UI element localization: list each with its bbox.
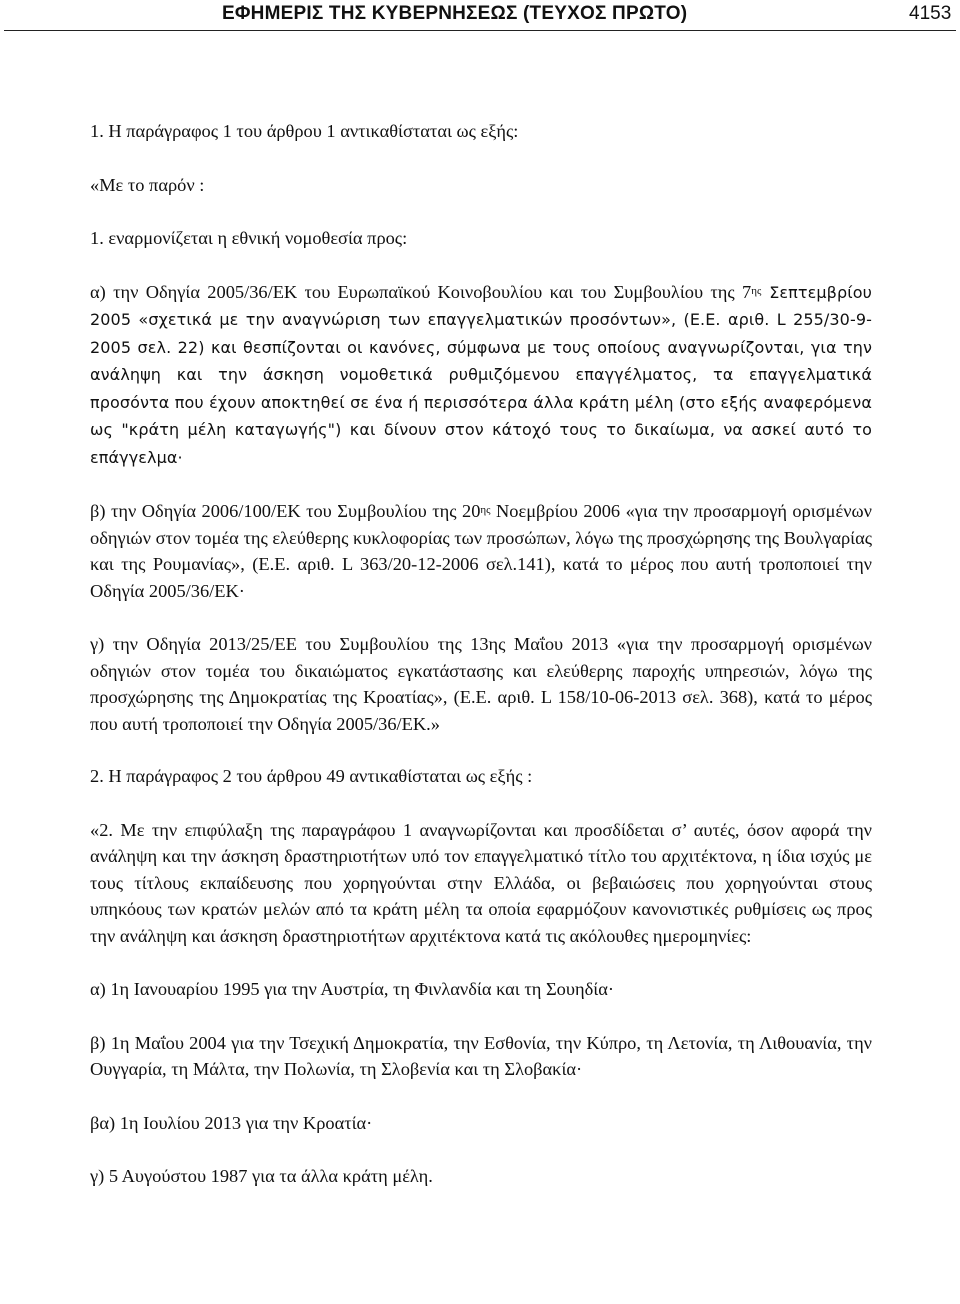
paragraph-recognition: «2. Με την επιφύλαξη της παραγράφου 1 αναγνωρίζονται και προσδίδεται σ’ αυτές, όσον αφορά την ανάληψη και την άσκηση δραστηριοτήτων υπό τον επαγγελματικό τίτλο του αρχιτέκτονα, η ίδια ισχύς με τους τίτλους εκπαίδευσης που χορηγούνται στην Ελλάδα, οι βεβαιώσεις που χορηγούνται στους υπηκόους των κρατών μελών από τα κράτη μέλη τα οποία εφαρμόζουν κανονιστικές ρυθμίσεις ως προς την ανάληψη και άσκηση δραστηριοτήτων αρχιτέκτονα κατά τις ακόλουθες ημερομηνίες:: [90, 819, 872, 946]
list-item-date-c: γ) 5 Αυγούστου 1987 για τα άλλα κράτη μέλη.: [90, 1166, 433, 1186]
ordinal-superscript: ης: [480, 504, 491, 516]
page-header: [0, 0, 960, 34]
directive-a-text-start: α) την Οδηγία 2005/36/ΕΚ του Ευρωπαϊκού Κοινοβουλίου και του Συμβουλίου της 7: [90, 281, 752, 302]
directive-b-text-start: β) την Οδηγία 2006/100/ΕΚ του Συμβουλίου της 20: [90, 501, 481, 521]
header-divider: [4, 30, 956, 31]
paragraph-harmonization: 1. εναρμονίζεται η εθνική νομοθεσία προς:: [90, 228, 408, 248]
paragraph-directive-c: γ) την Οδηγία 2013/25/ΕΕ του Συμβουλίου της 13ης Μαΐου 2013 «για την προσαρμογή ορισμένων οδηγιών στον τομέα του δικαιώματος εγκατάστασης και ελεύθερης παροχής υπηρεσιών, λόγω της προσχώρησης της Δημοκρατίας της Κροατίας», (Ε.Ε. αριθ. L 158/10-06-2013 σελ. 368), κατά το μέρος που αυτή τροποποιεί την Οδηγία 2005/36/ΕΚ.»: [90, 634, 872, 734]
list-item-date-ba: βα) 1η Ιουλίου 2013 για την Κροατία·: [90, 1112, 373, 1133]
directive-a-text-rest: Σεπτεμβρίου 2005 «σχετικά με την αναγνώριση των επαγγελματικών προσόντων», (Ε.Ε. αριθ. L 255/30-9-2005 σελ. 22) και θεσπίζονται οι κανόνες, σύμφωνα με τους οποίους αναγνωρίζονται, για την ανάληψη και την άσκηση νομοθετικά ρυθμιζόμενου επαγγέλματος, τα επαγγελματικά προσόντα που έχουν αποκτηθεί σε ένα ή περισσότερα άλλα κράτη μέλη (στο εξής αναφερόμενα ως "κράτη μέλη καταγωγής") και δίνουν στον κάτοχό τους το δικαίωμα, να ασκεί αυτό το επάγγελμα·: [90, 282, 872, 467]
paragraph-directive-a: [90, 279, 872, 472]
paragraph-amendment-1: 1. Η παράγραφος 1 του άρθρου 1 αντικαθίσταται ως εξής:: [90, 121, 519, 141]
gazette-title: ΕΦΗΜΕΡΙΣ ΤΗΣ ΚΥΒΕΡΝΗΣΕΩΣ (ΤΕΥΧΟΣ ΠΡΩΤΟ): [222, 3, 688, 24]
paragraph-directive-b: [90, 498, 872, 604]
document-body: [90, 118, 872, 1190]
ordinal-superscript: ης: [751, 284, 762, 297]
directive-b-text-rest: Νοεμβρίου 2006 «για την προσαρμογή ορισμένων οδηγιών στον τομέα της ελεύθερης κυκλοφορίας των προσώπων, λόγω της προσχώρησης της Βουλγαρίας και της Ρουμανίας», (Ε.Ε. αριθ. L 363/20-12-2006 σελ.141), κατά το μέρος που αυτή τροποποιεί την Οδηγία 2005/36/ΕΚ·: [90, 501, 872, 601]
paragraph-amendment-2: 2. Η παράγραφος 2 του άρθρου 49 αντικαθίσταται ως εξής :: [90, 766, 533, 786]
paragraph-quote-open: «Με το παρόν :: [90, 174, 205, 195]
list-item-date-a: α) 1η Ιανουαρίου 1995 για την Αυστρία, τη Φινλανδία και τη Σουηδία·: [90, 979, 614, 999]
list-item-date-b: β) 1η Μαΐου 2004 για την Τσεχική Δημοκρατία, την Εσθονία, την Κύπρο, τη Λετονία, τη Λιθουανία, την Ουγγαρία, τη Μάλτα, την Πολωνία, τη Σλοβενία και τη Σλοβακία·: [90, 1032, 872, 1079]
page-number: 4153: [909, 3, 952, 24]
